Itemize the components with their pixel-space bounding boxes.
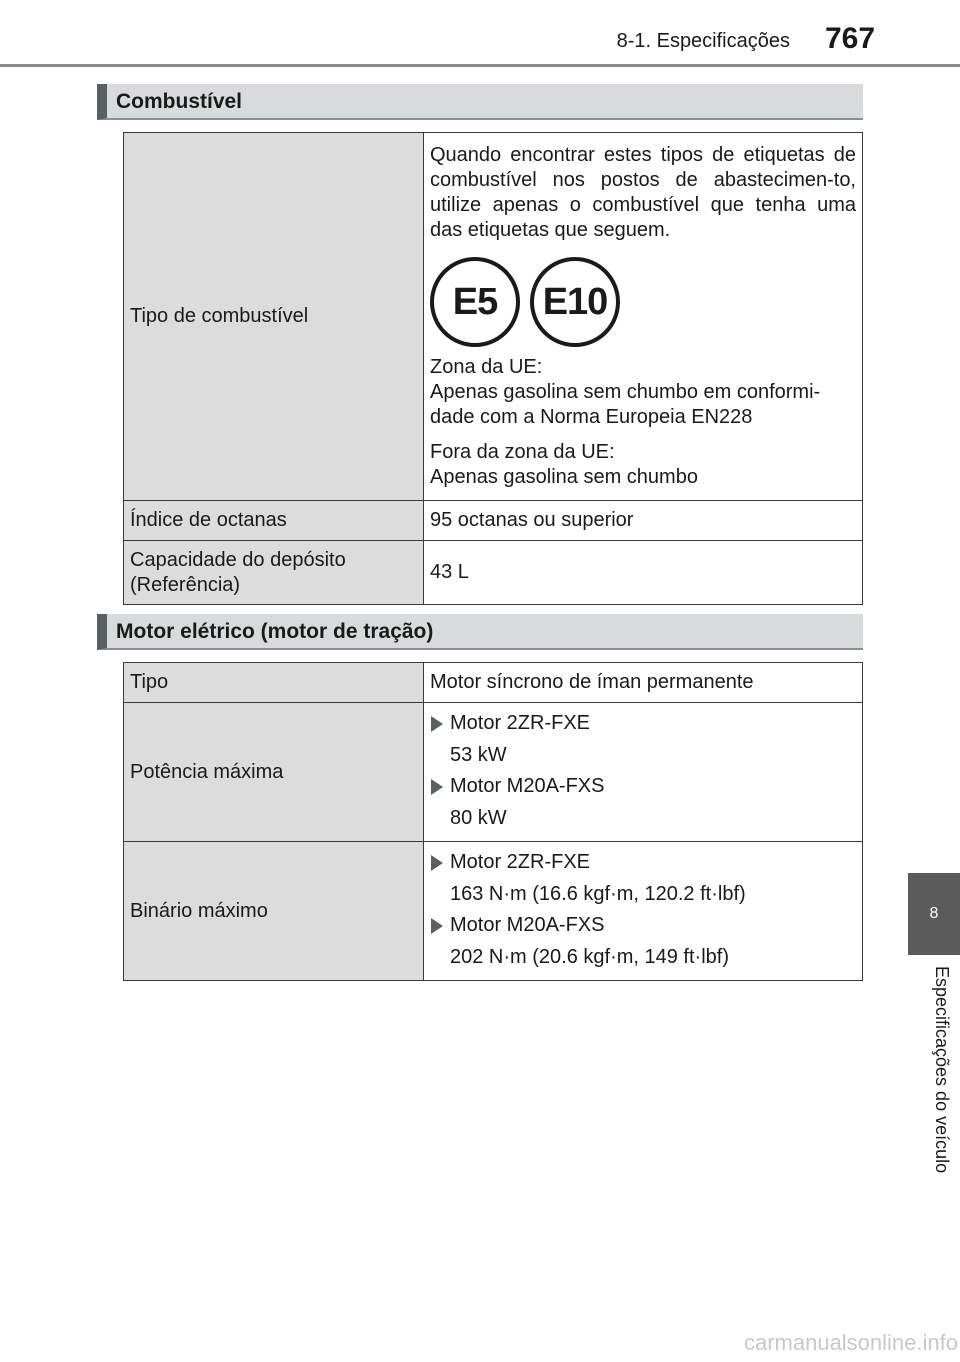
chapter-tab-label: Especificações do veículo bbox=[932, 966, 952, 1174]
motor-type-label: Tipo bbox=[124, 663, 424, 703]
motor-table bbox=[123, 662, 863, 981]
fuel-table bbox=[123, 132, 863, 605]
fuel-type-description: Quando encontrar estes tipos de etiquetas de combustível nos postos de abastecimen-to, utilize apenas o combustível que tenha uma das etiquetas que seguem. bbox=[430, 144, 856, 241]
power-value-2: 80 kW bbox=[450, 807, 507, 829]
motor-type-value: Motor síncrono de íman permanente bbox=[424, 663, 863, 703]
table-row bbox=[124, 133, 863, 501]
power-engine-1: Motor 2ZR-FXE bbox=[450, 712, 591, 734]
tank-capacity-label bbox=[124, 541, 424, 605]
section-heading-fuel bbox=[97, 84, 863, 120]
max-torque-value bbox=[424, 842, 863, 981]
fuel-badges bbox=[430, 257, 856, 347]
page-number: 767 bbox=[824, 22, 876, 55]
non-eu-zone-title: Fora da zona da UE: bbox=[430, 441, 615, 463]
table-row bbox=[124, 703, 863, 842]
list-item bbox=[430, 913, 856, 938]
section-title-motor: Motor elétrico (motor de tração) bbox=[116, 620, 434, 643]
list-item bbox=[430, 850, 856, 875]
max-power-value bbox=[424, 703, 863, 842]
torque-engine-2: Motor M20A-FXS bbox=[450, 914, 605, 936]
bullet-triangle-icon bbox=[431, 779, 443, 795]
e10-fuel-badge-icon: E10 bbox=[530, 257, 620, 347]
eu-zone-title: Zona da UE: bbox=[430, 356, 543, 378]
fuel-type-value bbox=[424, 133, 863, 501]
torque-value-2: 202 N·m (20.6 kgf·m, 149 ft·lbf) bbox=[450, 946, 729, 968]
chapter-tab[interactable] bbox=[908, 873, 960, 955]
list-item bbox=[430, 711, 856, 736]
e5-fuel-badge-icon: E5 bbox=[430, 257, 520, 347]
section-heading-motor bbox=[97, 614, 863, 650]
tank-capacity-label-line2: (Referência) bbox=[130, 573, 241, 596]
header-section-title: 8-1. Especificações bbox=[616, 30, 790, 52]
octane-value: 95 octanas ou superior bbox=[424, 501, 863, 541]
fuel-type-label: Tipo de combustível bbox=[124, 133, 424, 501]
table-row bbox=[124, 842, 863, 981]
torque-value-1: 163 N·m (16.6 kgf·m, 120.2 ft·lbf) bbox=[450, 883, 746, 905]
bullet-triangle-icon bbox=[431, 716, 443, 732]
section-title-fuel: Combustível bbox=[116, 90, 243, 113]
watermark: carmanualsonline.info bbox=[743, 1330, 958, 1355]
non-eu-zone-text: Apenas gasolina sem chumbo bbox=[430, 466, 698, 488]
torque-engine-1: Motor 2ZR-FXE bbox=[450, 851, 591, 873]
octane-label: Índice de octanas bbox=[124, 501, 424, 541]
list-item bbox=[430, 774, 856, 799]
tank-capacity-value: 43 L bbox=[424, 541, 863, 605]
bullet-triangle-icon bbox=[431, 918, 443, 934]
tank-capacity-label-line1: Capacidade do depósito bbox=[130, 548, 346, 571]
chapter-tab-number: 8 bbox=[929, 905, 939, 922]
header-rule bbox=[0, 64, 960, 67]
table-row bbox=[124, 541, 863, 605]
power-value-1: 53 kW bbox=[450, 744, 507, 766]
max-torque-label: Binário máximo bbox=[124, 842, 424, 981]
eu-zone-text: Apenas gasolina sem chumbo em conformi-dade com a Norma Europeia EN228 bbox=[430, 381, 821, 428]
power-engine-2: Motor M20A-FXS bbox=[450, 775, 605, 797]
bullet-triangle-icon bbox=[431, 855, 443, 871]
table-row bbox=[124, 663, 863, 703]
max-power-label: Potência máxima bbox=[124, 703, 424, 842]
table-row bbox=[124, 501, 863, 541]
